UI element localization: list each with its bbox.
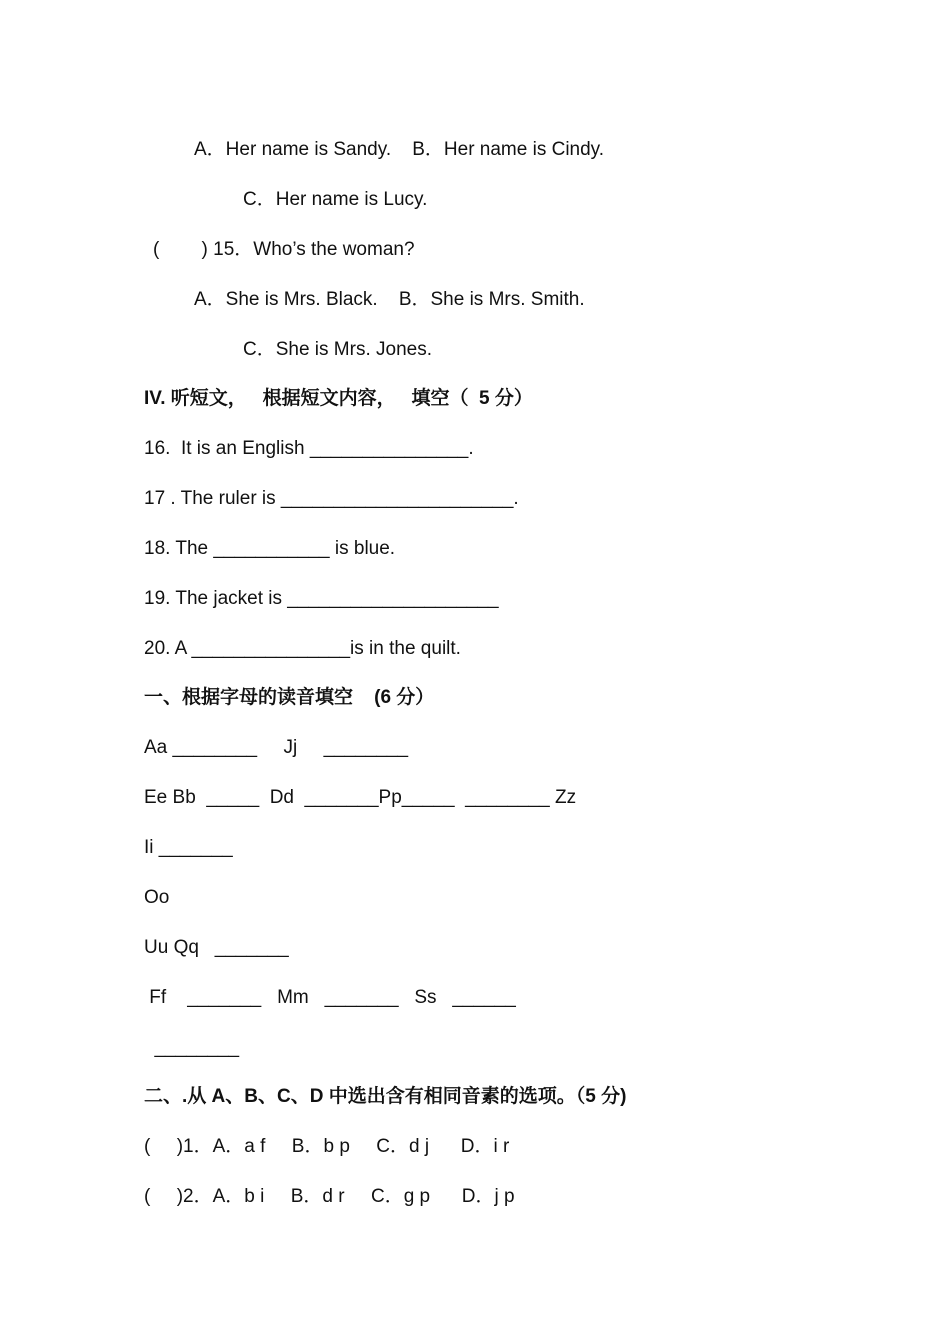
item-18: 18. The ___________ is blue. [144,538,396,559]
q15-stem: ( ) 15．Who’s the woman? [153,239,415,260]
letter-row-4: Oo [144,887,170,908]
letter-row-3: Ii _______ [144,837,233,858]
letter-row-6: Ff _______ Mm _______ Ss ______ [144,987,516,1008]
item-16: 16. It is an English _______________. [144,438,474,459]
section-er-heading: 二、.从 A、B、C、D 中选出含有相同音素的选项。（5 分) [144,1086,627,1107]
letter-row-7: ________ [144,1037,240,1058]
q15-option-c: C．She is Mrs. Jones. [243,339,432,360]
q14-option-c: C．Her name is Lucy. [243,189,428,210]
item-17: 17 . The ruler is ______________________. [144,488,519,509]
section-yi-heading: 一、根据字母的读音填空 (6 分） [144,687,435,708]
letter-row-5: Uu Qq _______ [144,937,289,958]
item-20: 20. A _______________is in the quilt. [144,638,461,659]
choice-item-2: ( )2．A．b i B．d r C．g p D．j p [144,1186,515,1207]
q14-options-a-b: A．Her name is Sandy. B．Her name is Cindy. [194,139,605,160]
q15-options-a-b: A．She is Mrs. Black. B．She is Mrs. Smith. [194,289,585,310]
choice-item-1: ( )1．A．a f B．b p C．d j D．i r [144,1136,510,1157]
letter-row-1: Aa ________ Jj ________ [144,737,409,758]
item-19: 19. The jacket is ____________________ [144,588,499,609]
letter-row-2: Ee Bb _____ Dd _______Pp_____ ________ Zz [144,787,577,808]
section-4-heading: IV. 听短文， 根据短文内容， 填空（ 5 分） [144,388,533,409]
